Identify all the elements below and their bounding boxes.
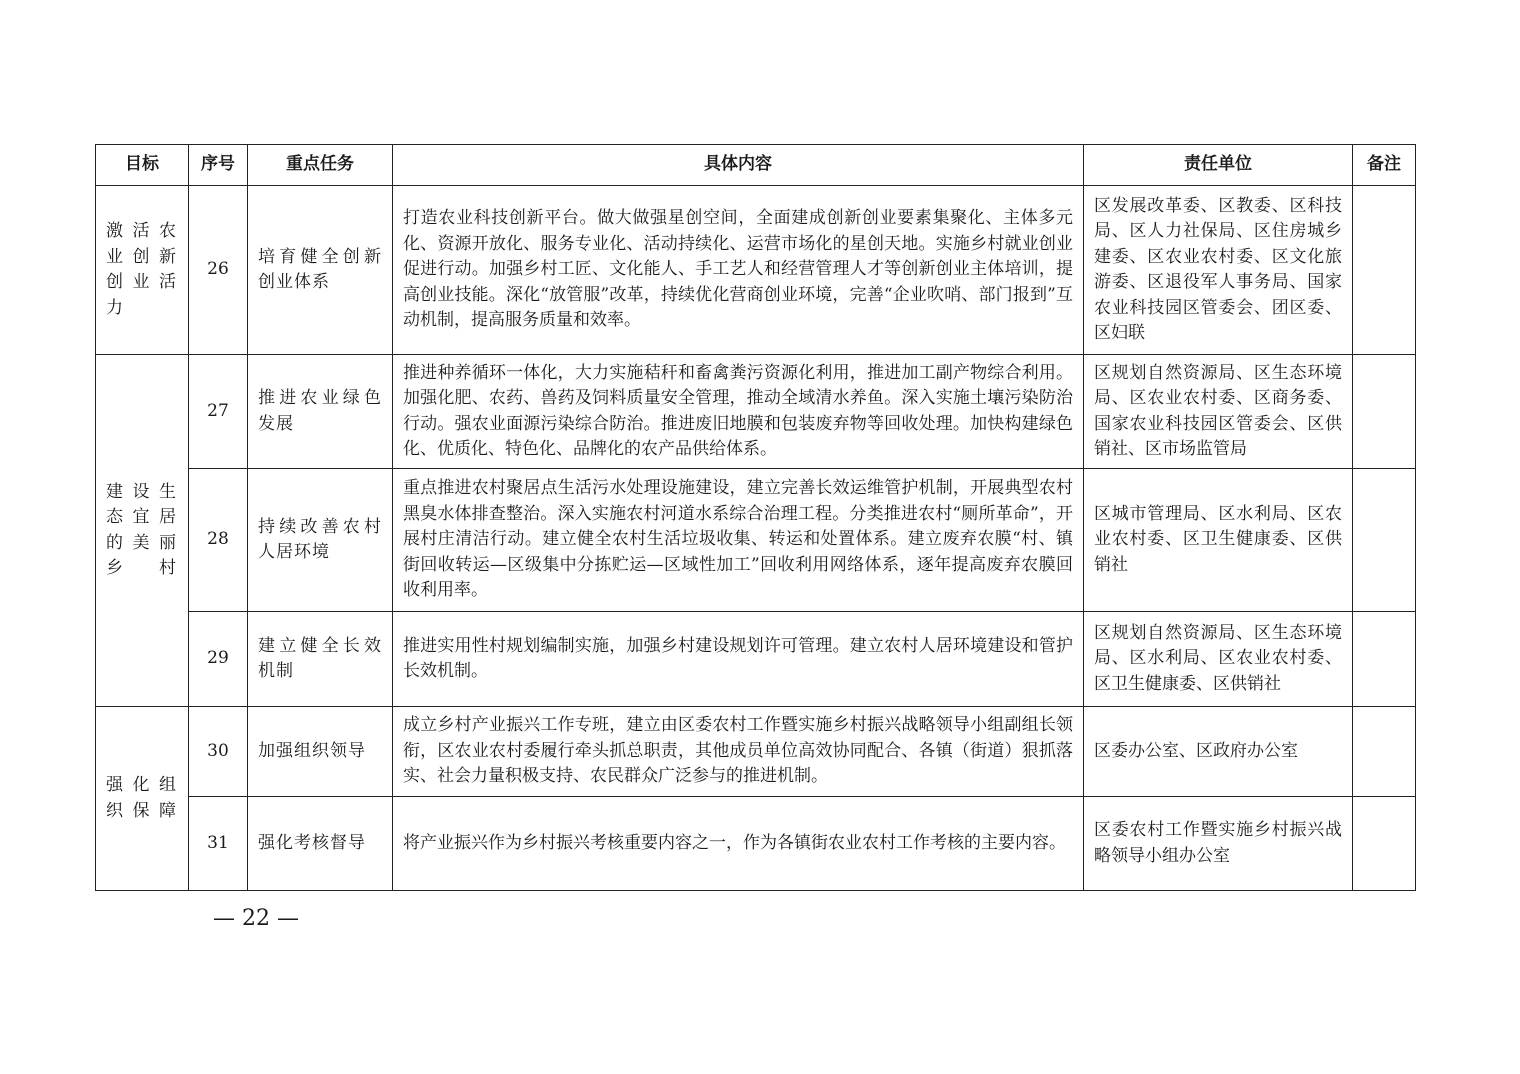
number-cell: 27 xyxy=(189,355,248,469)
note-cell xyxy=(1353,707,1416,797)
note-cell xyxy=(1353,612,1416,707)
table-row xyxy=(96,707,1416,797)
note-cell xyxy=(1353,355,1416,469)
number-cell: 26 xyxy=(189,186,248,355)
unit-cell: 区委农村工作暨实施乡村振兴战略领导小组办公室 xyxy=(1084,797,1353,891)
header-task: 重点任务 xyxy=(248,145,393,186)
table-row xyxy=(96,612,1416,707)
number-cell: 28 xyxy=(189,469,248,612)
unit-cell: 区委办公室、区政府办公室 xyxy=(1084,707,1353,797)
task-cell: 持续改善农村人居环境 xyxy=(248,469,393,612)
table-row xyxy=(96,186,1416,355)
content-cell: 打造农业科技创新平台。做大做强星创空间，全面建成创新创业要素集聚化、主体多元化、资源开放化、服务专业化、活动持续化、运营市场化的星创天地。实施乡村就业创业促进行动。加强乡村工匠、文化能人、手工艺人和经营管理人才等创新创业主体培训，提高创业技能。深化“放管服”改革，持续优化营商创业环境，完善“企业吹哨、部门报到”互动机制，提高服务质量和效率。 xyxy=(393,186,1084,355)
unit-cell: 区规划自然资源局、区生态环境局、区水利局、区农业农村委、区卫生健康委、区供销社 xyxy=(1084,612,1353,707)
unit-cell: 区城市管理局、区水利局、区农业农村委、区卫生健康委、区供销社 xyxy=(1084,469,1353,612)
number-cell: 30 xyxy=(189,707,248,797)
goal-cell: 建设生态宜居的美丽乡村 xyxy=(96,355,189,707)
task-cell: 推进农业绿色发展 xyxy=(248,355,393,469)
task-cell: 加强组织领导 xyxy=(248,707,393,797)
unit-cell: 区发展改革委、区教委、区科技局、区人力社保局、区住房城乡建委、区农业农村委、区文化旅游委、区退役军人事务局、国家农业科技园区管委会、团区委、区妇联 xyxy=(1084,186,1353,355)
note-cell xyxy=(1353,797,1416,891)
task-table xyxy=(95,144,1416,891)
header-number: 序号 xyxy=(189,145,248,186)
content-cell: 重点推进农村聚居点生活污水处理设施建设，建立完善长效运维管护机制，开展典型农村黑臭水体排查整治。深入实施农村河道水系综合治理工程。分类推进农村“厕所革命”，开展村庄清洁行动。建立健全农村生活垃圾收集、转运和处置体系。建立废弃农膜“村、镇街回收转运—区级集中分拣贮运—区域性加工”回收利用网络体系，逐年提高废弃农膜回收利用率。 xyxy=(393,469,1084,612)
table-row xyxy=(96,469,1416,612)
content-cell: 将产业振兴作为乡村振兴考核重要内容之一，作为各镇街农业农村工作考核的主要内容。 xyxy=(393,797,1084,891)
content-cell: 成立乡村产业振兴工作专班，建立由区委农村工作暨实施乡村振兴战略领导小组副组长领衔，区农业农村委履行牵头抓总职责，其他成员单位高效协同配合、各镇（街道）狠抓落实、社会力量积极支持、农民群众广泛参与的推进机制。 xyxy=(393,707,1084,797)
number-cell: 29 xyxy=(189,612,248,707)
note-cell xyxy=(1353,469,1416,612)
page-number: — 22 — xyxy=(213,906,299,931)
number-cell: 31 xyxy=(189,797,248,891)
task-cell: 培育健全创新创业体系 xyxy=(248,186,393,355)
goal-cell: 强化组织保障 xyxy=(96,707,189,891)
task-cell: 强化考核督导 xyxy=(248,797,393,891)
header-unit: 责任单位 xyxy=(1084,145,1353,186)
header-content: 具体内容 xyxy=(393,145,1084,186)
goal-cell: 激活农业创新创业活力 xyxy=(96,186,189,355)
header-note: 备注 xyxy=(1353,145,1416,186)
content-cell: 推进实用性村规划编制实施，加强乡村建设规划许可管理。建立农村人居环境建设和管护长效机制。 xyxy=(393,612,1084,707)
header-goal: 目标 xyxy=(96,145,189,186)
note-cell xyxy=(1353,186,1416,355)
header-row xyxy=(96,145,1416,186)
table-row xyxy=(96,797,1416,891)
unit-cell: 区规划自然资源局、区生态环境局、区农业农村委、区商务委、国家农业科技园区管委会、区供销社、区市场监管局 xyxy=(1084,355,1353,469)
table-row xyxy=(96,355,1416,469)
content-cell: 推进种养循环一体化，大力实施秸秆和畜禽粪污资源化利用，推进加工副产物综合利用。加强化肥、农药、兽药及饲料质量安全管理，推动全域清水养鱼。深入实施土壤污染防治行动。强农业面源污染综合防治。推进废旧地膜和包装废弃物等回收处理。加快构建绿色化、优质化、特色化、品牌化的农产品供给体系。 xyxy=(393,355,1084,469)
task-cell: 建立健全长效机制 xyxy=(248,612,393,707)
